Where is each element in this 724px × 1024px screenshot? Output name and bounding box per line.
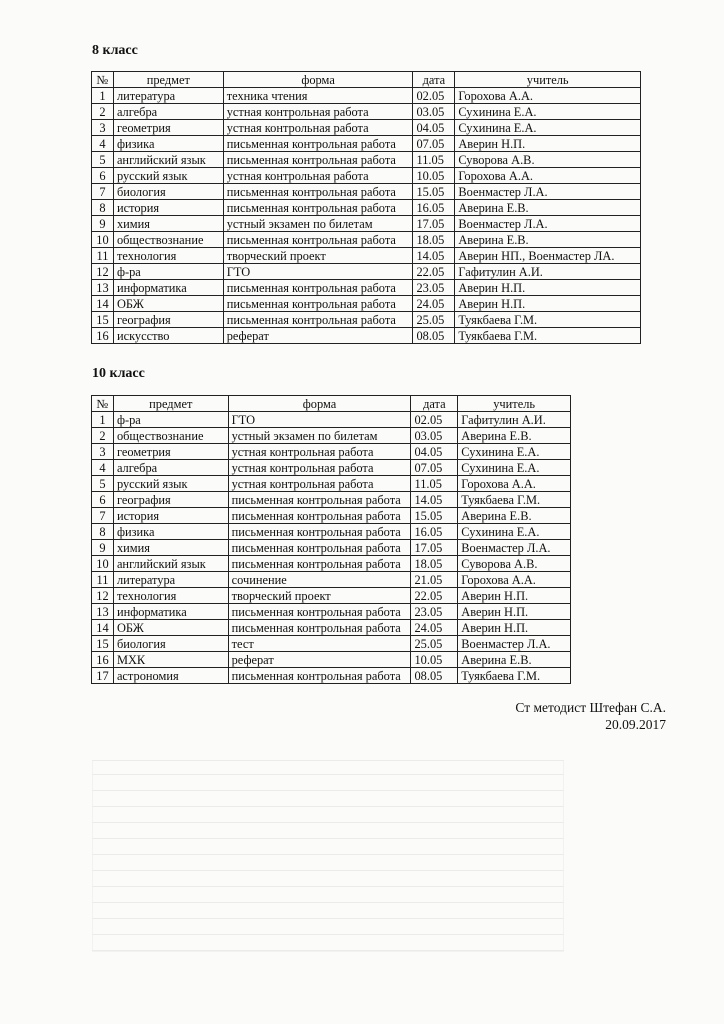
cell-number: 16 — [92, 328, 114, 344]
cell-form: письменная контрольная работа — [223, 136, 413, 152]
cell-subject: геометрия — [113, 120, 223, 136]
cell-date: 25.05 — [413, 312, 455, 328]
table-row — [92, 604, 571, 620]
cell-teacher: Аверин Н.П. — [455, 296, 641, 312]
cell-teacher: Аверин НП., Военмастер ЛА. — [455, 248, 641, 264]
column-header-subject: предмет — [113, 72, 223, 88]
cell-teacher: Сухинина Е.А. — [458, 460, 571, 476]
cell-subject: геометрия — [113, 444, 228, 460]
cell-teacher: Горохова А.А. — [458, 476, 571, 492]
cell-date: 03.05 — [413, 104, 455, 120]
cell-subject: ОБЖ — [113, 620, 228, 636]
table-row — [92, 556, 571, 572]
cell-number: 9 — [92, 540, 114, 556]
cell-date: 07.05 — [413, 136, 455, 152]
cell-number: 17 — [92, 668, 114, 684]
cell-number: 7 — [92, 184, 114, 200]
cell-form: творческий проект — [223, 248, 413, 264]
cell-form: письменная контрольная работа — [223, 280, 413, 296]
cell-number: 5 — [92, 476, 114, 492]
cell-teacher: Аверин Н.П. — [458, 620, 571, 636]
table-row — [92, 412, 571, 428]
cell-form: техника чтения — [223, 88, 413, 104]
cell-teacher: Туякбаева Г.М. — [455, 328, 641, 344]
cell-form: письменная контрольная работа — [228, 668, 411, 684]
cell-subject: МХК — [113, 652, 228, 668]
table-header-row — [92, 72, 641, 88]
cell-date: 02.05 — [411, 412, 458, 428]
cell-date: 17.05 — [413, 216, 455, 232]
cell-teacher: Суворова А.В. — [458, 556, 571, 572]
cell-subject: обществознание — [113, 428, 228, 444]
cell-form: письменная контрольная работа — [223, 296, 413, 312]
cell-number: 8 — [92, 524, 114, 540]
cell-teacher: Аверин Н.П. — [455, 136, 641, 152]
signature-author: Ст методист Штефан С.А. — [515, 700, 666, 715]
cell-number: 11 — [92, 248, 114, 264]
cell-date: 22.05 — [411, 588, 458, 604]
cell-subject: искусство — [113, 328, 223, 344]
cell-form: устная контрольная работа — [223, 104, 413, 120]
cell-subject: биология — [113, 184, 223, 200]
column-header-teacher: учитель — [458, 396, 571, 412]
cell-subject: русский язык — [113, 168, 223, 184]
cell-teacher: Сухинина Е.А. — [455, 120, 641, 136]
cell-number: 16 — [92, 652, 114, 668]
cell-number: 4 — [92, 136, 114, 152]
cell-date: 24.05 — [411, 620, 458, 636]
table-row — [92, 328, 641, 344]
cell-subject: информатика — [113, 604, 228, 620]
table-row — [92, 264, 641, 280]
table-row — [92, 524, 571, 540]
cell-subject: ф-ра — [113, 264, 223, 280]
cell-date: 04.05 — [413, 120, 455, 136]
signature-date: 20.09.2017 — [605, 717, 666, 732]
cell-subject: химия — [113, 540, 228, 556]
table-row — [92, 636, 571, 652]
cell-number: 14 — [92, 620, 114, 636]
cell-form: письменная контрольная работа — [223, 200, 413, 216]
cell-subject: русский язык — [113, 476, 228, 492]
cell-teacher: Суворова А.В. — [455, 152, 641, 168]
cell-teacher: Аверин Н.П. — [458, 588, 571, 604]
cell-subject: физика — [113, 524, 228, 540]
column-header-date: дата — [411, 396, 458, 412]
table-row — [92, 168, 641, 184]
table-row — [92, 492, 571, 508]
table-row — [92, 248, 641, 264]
table-row — [92, 540, 571, 556]
cell-date: 11.05 — [411, 476, 458, 492]
cell-subject: ОБЖ — [113, 296, 223, 312]
table-row — [92, 652, 571, 668]
table-row — [92, 104, 641, 120]
cell-date: 14.05 — [411, 492, 458, 508]
cell-teacher: Туякбаева Г.М. — [455, 312, 641, 328]
cell-number: 4 — [92, 460, 114, 476]
cell-date: 03.05 — [411, 428, 458, 444]
cell-date: 22.05 — [413, 264, 455, 280]
cell-number: 1 — [92, 88, 114, 104]
cell-number: 14 — [92, 296, 114, 312]
table-row — [92, 232, 641, 248]
table-row — [92, 184, 641, 200]
cell-date: 18.05 — [413, 232, 455, 248]
table-header-row — [92, 396, 571, 412]
table-row — [92, 460, 571, 476]
cell-form: устная контрольная работа — [223, 120, 413, 136]
cell-number: 3 — [92, 444, 114, 460]
table-row — [92, 476, 571, 492]
grade10-title: 10 класс — [92, 366, 145, 381]
table-row — [92, 88, 641, 104]
cell-date: 11.05 — [413, 152, 455, 168]
cell-date: 07.05 — [411, 460, 458, 476]
table-row — [92, 428, 571, 444]
cell-teacher: Военмастер Л.А. — [455, 216, 641, 232]
table-row — [92, 312, 641, 328]
table-row — [92, 280, 641, 296]
cell-subject: технология — [113, 248, 223, 264]
cell-subject: литература — [113, 572, 228, 588]
cell-subject: биология — [113, 636, 228, 652]
cell-number: 12 — [92, 264, 114, 280]
cell-date: 21.05 — [411, 572, 458, 588]
cell-form: реферат — [228, 652, 411, 668]
cell-form: письменная контрольная работа — [228, 492, 411, 508]
cell-number: 11 — [92, 572, 114, 588]
cell-form: устная контрольная работа — [228, 444, 411, 460]
cell-date: 25.05 — [411, 636, 458, 652]
cell-number: 6 — [92, 168, 114, 184]
cell-date: 23.05 — [411, 604, 458, 620]
cell-subject: алгебра — [113, 104, 223, 120]
grade8-table — [91, 71, 641, 344]
cell-form: ГТО — [223, 264, 413, 280]
cell-date: 15.05 — [411, 508, 458, 524]
grade8-title: 8 класс — [92, 43, 138, 58]
column-header-teacher: учитель — [455, 72, 641, 88]
cell-number: 3 — [92, 120, 114, 136]
cell-teacher: Сухинина Е.А. — [455, 104, 641, 120]
cell-teacher: Аверина Е.В. — [458, 508, 571, 524]
cell-date: 18.05 — [411, 556, 458, 572]
cell-teacher: Гафитулин А.И. — [458, 412, 571, 428]
cell-teacher: Горохова А.А. — [455, 88, 641, 104]
table-row — [92, 620, 571, 636]
cell-form: тест — [228, 636, 411, 652]
cell-number: 7 — [92, 508, 114, 524]
cell-subject: английский язык — [113, 556, 228, 572]
cell-form: устный экзамен по билетам — [223, 216, 413, 232]
cell-date: 17.05 — [411, 540, 458, 556]
cell-teacher: Горохова А.А. — [455, 168, 641, 184]
cell-number: 8 — [92, 200, 114, 216]
cell-subject: литература — [113, 88, 223, 104]
cell-teacher: Военмастер Л.А. — [458, 540, 571, 556]
table-row — [92, 136, 641, 152]
cell-subject: история — [113, 508, 228, 524]
cell-number: 15 — [92, 312, 114, 328]
cell-date: 10.05 — [411, 652, 458, 668]
cell-subject: обществознание — [113, 232, 223, 248]
table-row — [92, 508, 571, 524]
column-header-date: дата — [413, 72, 455, 88]
column-header-form: форма — [223, 72, 413, 88]
table-row — [92, 120, 641, 136]
cell-teacher: Туякбаева Г.М. — [458, 492, 571, 508]
cell-form: письменная контрольная работа — [223, 232, 413, 248]
cell-form: ГТО — [228, 412, 411, 428]
grade10-table — [91, 395, 571, 684]
cell-form: письменная контрольная работа — [228, 556, 411, 572]
cell-form: устная контрольная работа — [223, 168, 413, 184]
cell-form: творческий проект — [228, 588, 411, 604]
cell-date: 02.05 — [413, 88, 455, 104]
cell-form: письменная контрольная работа — [228, 604, 411, 620]
cell-date: 16.05 — [413, 200, 455, 216]
cell-form: реферат — [223, 328, 413, 344]
cell-teacher: Гафитулин А.И. — [455, 264, 641, 280]
cell-form: письменная контрольная работа — [223, 184, 413, 200]
cell-number: 6 — [92, 492, 114, 508]
cell-teacher: Сухинина Е.А. — [458, 524, 571, 540]
cell-teacher: Военмастер Л.А. — [455, 184, 641, 200]
table-row — [92, 668, 571, 684]
table-row — [92, 216, 641, 232]
cell-form: устный экзамен по билетам — [228, 428, 411, 444]
cell-form: устная контрольная работа — [228, 460, 411, 476]
cell-subject: информатика — [113, 280, 223, 296]
cell-subject: история — [113, 200, 223, 216]
cell-teacher: Горохова А.А. — [458, 572, 571, 588]
cell-form: сочинение — [228, 572, 411, 588]
cell-teacher: Сухинина Е.А. — [458, 444, 571, 460]
table-row — [92, 152, 641, 168]
cell-date: 16.05 — [411, 524, 458, 540]
signature-block — [515, 699, 666, 733]
table-row — [92, 296, 641, 312]
table-row — [92, 588, 571, 604]
show-through-ghost — [92, 760, 564, 952]
cell-date: 04.05 — [411, 444, 458, 460]
cell-number: 13 — [92, 280, 114, 296]
cell-number: 1 — [92, 412, 114, 428]
table-row — [92, 572, 571, 588]
cell-subject: география — [113, 492, 228, 508]
cell-form: письменная контрольная работа — [228, 620, 411, 636]
column-header-subject: предмет — [113, 396, 228, 412]
cell-subject: география — [113, 312, 223, 328]
cell-subject: алгебра — [113, 460, 228, 476]
cell-teacher: Аверина Е.В. — [455, 232, 641, 248]
cell-subject: технология — [113, 588, 228, 604]
cell-number: 9 — [92, 216, 114, 232]
cell-date: 24.05 — [413, 296, 455, 312]
cell-number: 10 — [92, 232, 114, 248]
cell-number: 13 — [92, 604, 114, 620]
column-header-number: № — [92, 72, 114, 88]
cell-form: письменная контрольная работа — [223, 152, 413, 168]
cell-teacher: Аверина Е.В. — [455, 200, 641, 216]
cell-subject: ф-ра — [113, 412, 228, 428]
column-header-form: форма — [228, 396, 411, 412]
cell-form: письменная контрольная работа — [228, 540, 411, 556]
cell-date: 15.05 — [413, 184, 455, 200]
cell-subject: английский язык — [113, 152, 223, 168]
cell-form: письменная контрольная работа — [223, 312, 413, 328]
cell-date: 08.05 — [413, 328, 455, 344]
cell-number: 2 — [92, 428, 114, 444]
cell-teacher: Туякбаева Г.М. — [458, 668, 571, 684]
cell-date: 10.05 — [413, 168, 455, 184]
cell-number: 15 — [92, 636, 114, 652]
cell-number: 12 — [92, 588, 114, 604]
cell-form: письменная контрольная работа — [228, 508, 411, 524]
cell-number: 2 — [92, 104, 114, 120]
column-header-number: № — [92, 396, 114, 412]
table-row — [92, 444, 571, 460]
cell-subject: физика — [113, 136, 223, 152]
cell-teacher: Аверин Н.П. — [455, 280, 641, 296]
cell-form: устная контрольная работа — [228, 476, 411, 492]
cell-teacher: Аверина Е.В. — [458, 652, 571, 668]
cell-subject: химия — [113, 216, 223, 232]
cell-date: 14.05 — [413, 248, 455, 264]
cell-number: 5 — [92, 152, 114, 168]
table-row — [92, 200, 641, 216]
cell-teacher: Военмастер Л.А. — [458, 636, 571, 652]
cell-teacher: Аверина Е.В. — [458, 428, 571, 444]
cell-date: 08.05 — [411, 668, 458, 684]
cell-teacher: Аверин Н.П. — [458, 604, 571, 620]
cell-number: 10 — [92, 556, 114, 572]
cell-form: письменная контрольная работа — [228, 524, 411, 540]
cell-date: 23.05 — [413, 280, 455, 296]
cell-subject: астрономия — [113, 668, 228, 684]
